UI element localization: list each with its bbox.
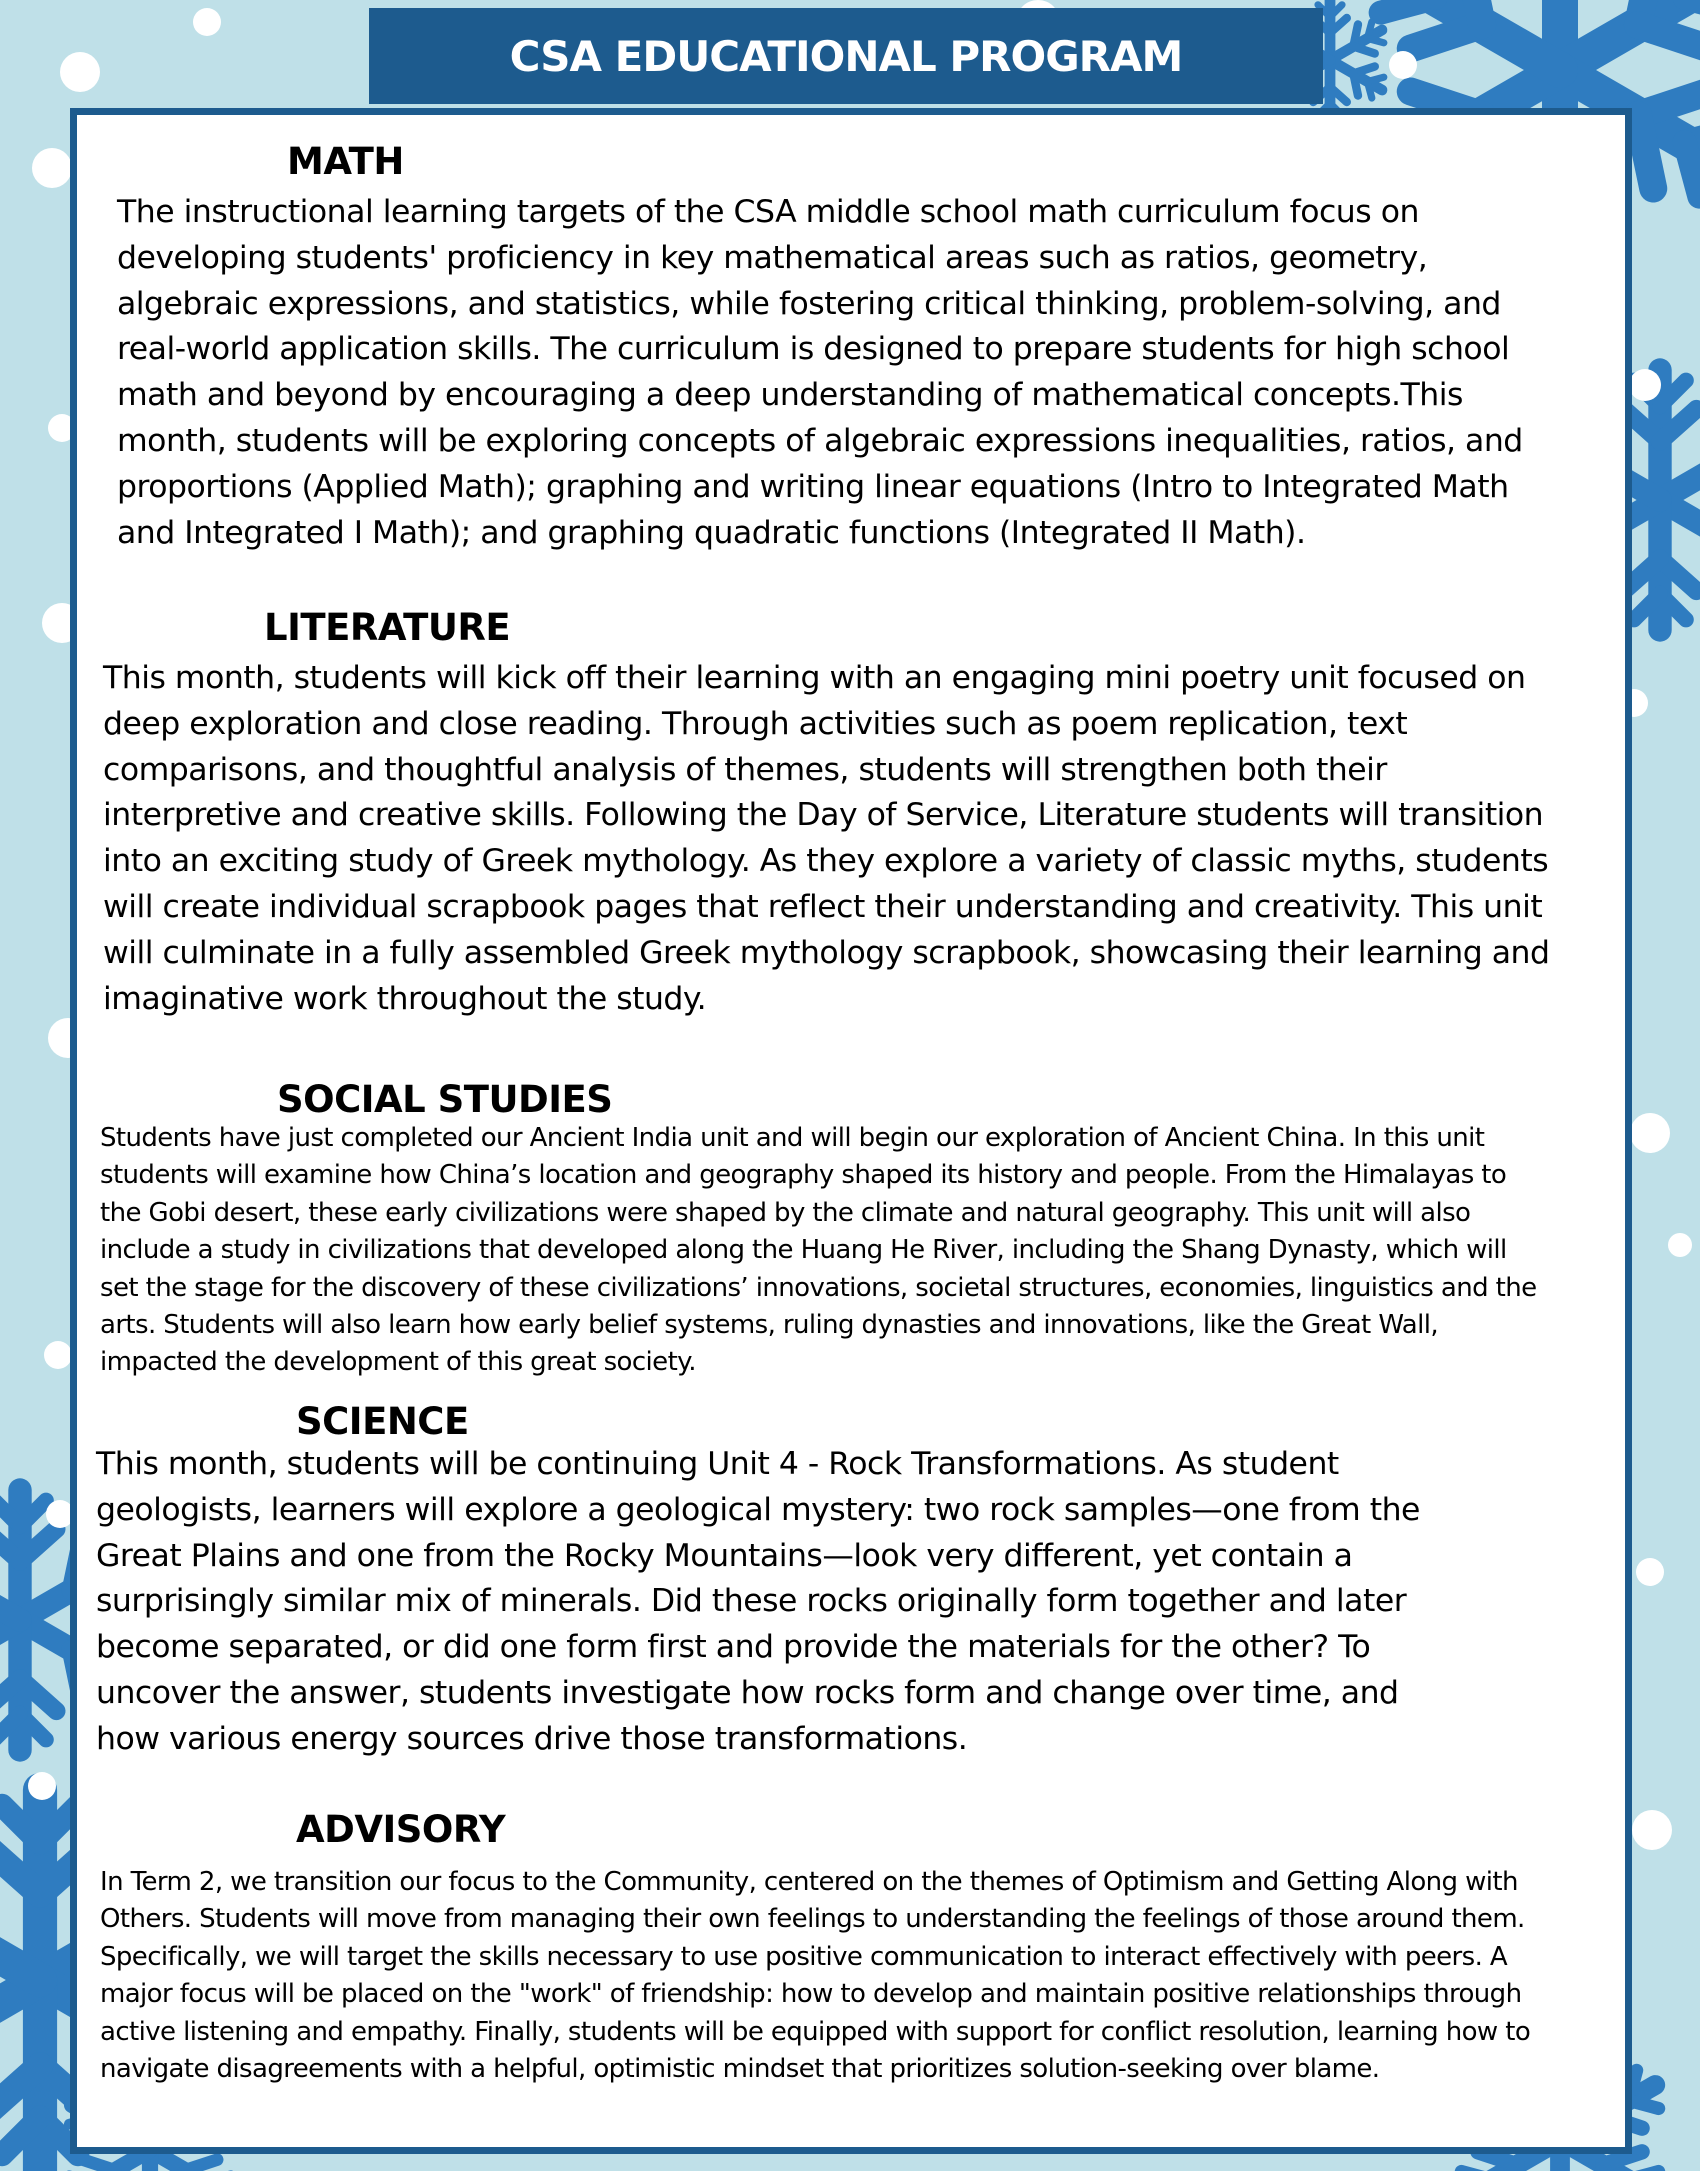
math-body: The instructional learning targets of the CSA middle school math curriculum focus on developing students' proficiency in key mathematical areas such as ratios, geometry, algebraic expressions, and statistics, while fostering critical thinking, problem-solving, and real-world application skills. The curriculum is designed to prepare students for high school math and beyond by encouraging a deep understanding of mathematical concepts.This month, students will be exploring concepts of algebraic expressions inequalities, ratios, and proportions (Applied Math); graphing and writing linear equations (Intro to Integrated Math and Integrated I Math); and graphing quadratic functions (Integrated II Math). xyxy=(117,194,1523,551)
advisory-body: In Term 2, we transition our focus to the Community, centered on the themes of Optimism and Getting Along with Others. Students will move from managing their own feelings to understanding the feelings of those around them. Specifically, we will target the skills necessary to use positive communication to interact effectively with peers. A major focus will be placed on the "work" of friendship: how to develop and maintain positive relationships through active listening and empathy. Finally, students will be equipped with support for conflict resolution, learning how to navigate disagreements with a helpful, optimistic mindset that prioritizes solution-seeking over blame. xyxy=(100,1867,1531,2085)
program-title-banner xyxy=(369,8,1323,104)
social-studies-body: Students have just completed our Ancient India unit and will begin our exploration of Ancient China. In this unit students will examine how China’s location and geography shaped its history and people. From the Himalayas to the Gobi desert, these early civilizations were shaped by the climate and natural geography. This unit will also include a study in civilizations that developed along the Huang He River, including the Shang Dynasty, which will set the stage for the discovery of these civilizations’ innovations, societal structures, economies, linguistics and the arts. Students will also learn how early belief systems, ruling dynasties and innovations, like the Great Wall, impacted the development of this great society. xyxy=(100,1123,1537,1378)
science-heading: SCIENCE xyxy=(296,1400,469,1443)
social-studies-heading: SOCIAL STUDIES xyxy=(277,1078,613,1121)
literature-heading: LITERATURE xyxy=(264,606,511,649)
advisory-heading: ADVISORY xyxy=(296,1808,506,1851)
literature-body: This month, students will kick off their learning with an engaging mini poetry unit focused on deep exploration and close reading. Through activities such as poem replication, text comparisons, and thoughtful analysis of themes, students will strengthen both their interpretive and creative skills. Following the Day of Service, Literature students will transition into an exciting study of Greek mythology. As they explore a variety of classic myths, students will create individual scrapbook pages that reflect their understanding and creativity. This unit will culminate in a fully assembled Greek mythology scrapbook, showcasing their learning and imaginative work throughout the study. xyxy=(103,660,1550,1017)
math-heading: MATH xyxy=(287,140,404,183)
science-body: This month, students will be continuing Unit 4 - Rock Transformations. As student geologists, learners will explore a geological mystery: two rock samples—one from the Great Plains and one from the Rocky Mountains—look very different, yet contain a surprisingly similar mix of minerals. Did these rocks originally form together and later become separated, or did one form first and provide the materials for the other? To uncover the answer, students investigate how rocks form and change over time, and how various energy sources drive those transformations. xyxy=(96,1446,1420,1757)
program-title: CSA EDUCATIONAL PROGRAM xyxy=(509,31,1183,81)
